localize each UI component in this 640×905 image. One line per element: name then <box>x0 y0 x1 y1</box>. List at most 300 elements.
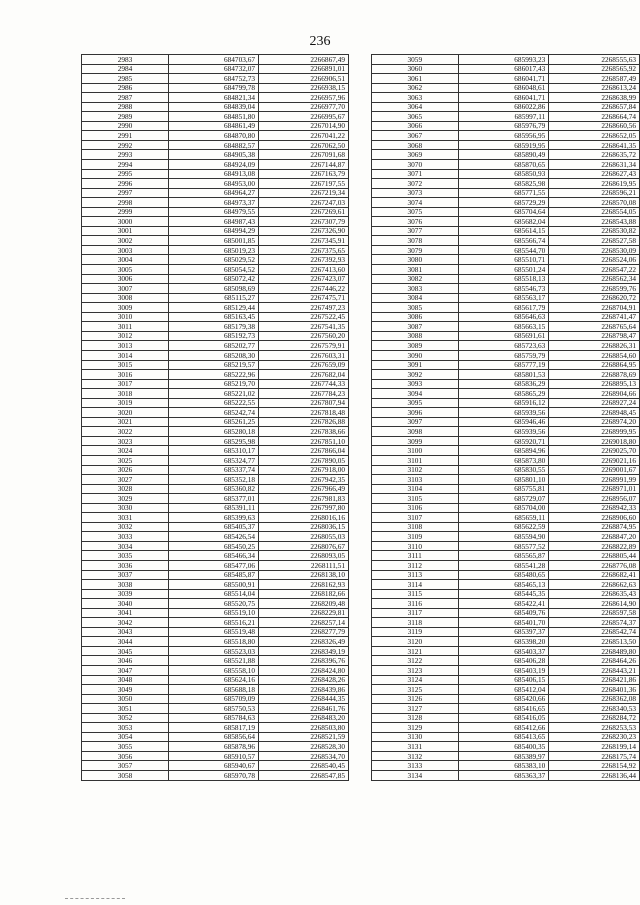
y-coordinate-cell: 2268489,80 <box>549 646 640 656</box>
y-coordinate-cell: 2268540,45 <box>259 761 349 771</box>
point-number-cell: 2984 <box>82 64 169 74</box>
point-number-cell: 2995 <box>82 169 169 179</box>
point-number-cell: 3133 <box>372 761 459 771</box>
table-row <box>82 274 349 284</box>
table-row <box>82 446 349 456</box>
table-row <box>372 656 640 666</box>
table-row <box>82 771 349 781</box>
point-number-cell: 3078 <box>372 236 459 246</box>
y-coordinate-cell: 2268631,34 <box>549 160 640 170</box>
y-coordinate-cell: 2268638,99 <box>549 93 640 103</box>
point-number-cell: 3004 <box>82 255 169 265</box>
y-coordinate-cell: 2268530,82 <box>549 226 640 236</box>
table-row <box>372 666 640 676</box>
point-number-cell: 3038 <box>82 580 169 590</box>
x-coordinate-cell: 685755,81 <box>458 484 549 494</box>
table-row <box>372 274 640 284</box>
y-coordinate-cell: 2267062,50 <box>259 140 349 150</box>
point-number-cell: 3052 <box>82 713 169 723</box>
x-coordinate-cell: 684821,34 <box>169 93 259 103</box>
x-coordinate-cell: 686022,86 <box>458 102 549 112</box>
point-number-cell: 3003 <box>82 245 169 255</box>
x-coordinate-cell: 685594,90 <box>458 532 549 542</box>
table-row <box>372 121 640 131</box>
x-coordinate-cell: 685072,42 <box>169 274 259 284</box>
table-row <box>82 102 349 112</box>
x-coordinate-cell: 685920,71 <box>458 436 549 446</box>
y-coordinate-cell: 2268547,85 <box>259 771 349 781</box>
table-row <box>82 694 349 704</box>
x-coordinate-cell: 685337,74 <box>169 465 259 475</box>
x-coordinate-cell: 685514,04 <box>169 589 259 599</box>
table-row <box>82 140 349 150</box>
table-row <box>372 245 640 255</box>
point-number-cell: 3006 <box>82 274 169 284</box>
x-coordinate-cell: 685777,19 <box>458 360 549 370</box>
y-coordinate-cell: 2268741,47 <box>549 312 640 322</box>
x-coordinate-cell: 685363,37 <box>458 771 549 781</box>
table-row <box>82 742 349 752</box>
x-coordinate-cell: 684752,73 <box>169 74 259 84</box>
table-row <box>372 494 640 504</box>
table-row <box>82 732 349 742</box>
x-coordinate-cell: 684987,43 <box>169 217 259 227</box>
point-number-cell: 3074 <box>372 198 459 208</box>
x-coordinate-cell: 685865,29 <box>458 389 549 399</box>
x-coordinate-cell: 685501,24 <box>458 265 549 275</box>
x-coordinate-cell: 685383,10 <box>458 761 549 771</box>
y-coordinate-cell: 2266957,96 <box>259 93 349 103</box>
y-coordinate-cell: 2268284,72 <box>549 713 640 723</box>
x-coordinate-cell: 685420,66 <box>458 694 549 704</box>
y-coordinate-cell: 2268798,47 <box>549 331 640 341</box>
x-coordinate-cell: 685614,15 <box>458 226 549 236</box>
x-coordinate-cell: 684861,49 <box>169 121 259 131</box>
x-coordinate-cell: 685566,74 <box>458 236 549 246</box>
point-number-cell: 3046 <box>82 656 169 666</box>
x-coordinate-cell: 685477,06 <box>169 560 259 570</box>
point-number-cell: 2989 <box>82 112 169 122</box>
table-row <box>82 217 349 227</box>
point-number-cell: 3108 <box>372 522 459 532</box>
y-coordinate-cell: 2267966,49 <box>259 484 349 494</box>
x-coordinate-cell: 685825,98 <box>458 179 549 189</box>
y-coordinate-cell: 2268652,05 <box>549 131 640 141</box>
x-coordinate-cell: 685817,19 <box>169 723 259 733</box>
y-coordinate-cell: 2268534,70 <box>259 751 349 761</box>
x-coordinate-cell: 685519,10 <box>169 608 259 618</box>
y-coordinate-cell: 2268349,19 <box>259 646 349 656</box>
table-row <box>372 446 640 456</box>
point-number-cell: 3083 <box>372 284 459 294</box>
y-coordinate-cell: 2267497,23 <box>259 303 349 313</box>
table-row <box>82 265 349 275</box>
x-coordinate-cell: 684870,80 <box>169 131 259 141</box>
x-coordinate-cell: 685729,07 <box>458 494 549 504</box>
point-number-cell: 3114 <box>372 580 459 590</box>
x-coordinate-cell: 685389,97 <box>458 751 549 761</box>
y-coordinate-cell: 2268587,49 <box>549 74 640 84</box>
y-coordinate-cell: 2268565,92 <box>549 64 640 74</box>
y-coordinate-cell: 2267541,35 <box>259 322 349 332</box>
y-coordinate-cell: 2268230,23 <box>549 732 640 742</box>
x-coordinate-cell: 685624,16 <box>169 675 259 685</box>
x-coordinate-cell: 685179,38 <box>169 322 259 332</box>
point-number-cell: 3039 <box>82 589 169 599</box>
y-coordinate-cell: 2268596,21 <box>549 188 640 198</box>
x-coordinate-cell: 685208,30 <box>169 350 259 360</box>
point-number-cell: 3090 <box>372 350 459 360</box>
table-row <box>372 236 640 246</box>
y-coordinate-cell: 2268443,21 <box>549 666 640 676</box>
table-row <box>82 370 349 380</box>
x-coordinate-cell: 684905,38 <box>169 150 259 160</box>
x-coordinate-cell: 685709,09 <box>169 694 259 704</box>
point-number-cell: 3071 <box>372 169 459 179</box>
y-coordinate-cell: 2267784,23 <box>259 389 349 399</box>
y-coordinate-cell: 2268326,49 <box>259 637 349 647</box>
x-coordinate-cell: 685544,70 <box>458 245 549 255</box>
point-number-cell: 2996 <box>82 179 169 189</box>
x-coordinate-cell: 685759,79 <box>458 350 549 360</box>
y-coordinate-cell: 2268664,74 <box>549 112 640 122</box>
point-number-cell: 3021 <box>82 417 169 427</box>
y-coordinate-cell: 2268524,06 <box>549 255 640 265</box>
y-coordinate-cell: 2268199,14 <box>549 742 640 752</box>
x-coordinate-cell: 685956,95 <box>458 131 549 141</box>
point-number-cell: 3092 <box>372 370 459 380</box>
point-number-cell: 3087 <box>372 322 459 332</box>
x-coordinate-cell: 685946,46 <box>458 417 549 427</box>
x-coordinate-cell: 685691,61 <box>458 331 549 341</box>
y-coordinate-cell: 2268016,16 <box>259 513 349 523</box>
y-coordinate-cell: 2268229,81 <box>259 608 349 618</box>
y-coordinate-cell: 2268597,58 <box>549 608 640 618</box>
point-number-cell: 3012 <box>82 331 169 341</box>
table-row <box>372 398 640 408</box>
y-coordinate-cell: 2268513,50 <box>549 637 640 647</box>
x-coordinate-cell: 685997,11 <box>458 112 549 122</box>
table-row <box>82 226 349 236</box>
y-coordinate-cell: 2268340,53 <box>549 704 640 714</box>
point-number-cell: 3007 <box>82 284 169 294</box>
table-row <box>82 503 349 513</box>
x-coordinate-cell: 684851,80 <box>169 112 259 122</box>
point-number-cell: 3127 <box>372 704 459 714</box>
y-coordinate-cell: 2268209,48 <box>259 599 349 609</box>
x-coordinate-cell: 685391,11 <box>169 503 259 513</box>
y-coordinate-cell: 2268574,37 <box>549 618 640 628</box>
x-coordinate-cell: 685219,70 <box>169 379 259 389</box>
table-row <box>82 656 349 666</box>
x-coordinate-cell: 685426,54 <box>169 532 259 542</box>
y-coordinate-cell: 2268971,01 <box>549 484 640 494</box>
point-number-cell: 3131 <box>372 742 459 752</box>
y-coordinate-cell: 2268635,43 <box>549 589 640 599</box>
y-coordinate-cell: 2268599,76 <box>549 284 640 294</box>
point-number-cell: 3098 <box>372 427 459 437</box>
y-coordinate-cell: 2268956,07 <box>549 494 640 504</box>
table-row <box>82 713 349 723</box>
point-number-cell: 3056 <box>82 751 169 761</box>
y-coordinate-cell: 2267818,48 <box>259 408 349 418</box>
table-row <box>372 55 640 65</box>
x-coordinate-cell: 685784,63 <box>169 713 259 723</box>
point-number-cell: 3036 <box>82 560 169 570</box>
table-row <box>372 599 640 609</box>
table-row <box>82 121 349 131</box>
x-coordinate-cell: 685413,65 <box>458 732 549 742</box>
table-row <box>372 131 640 141</box>
table-row <box>82 484 349 494</box>
y-coordinate-cell: 2268904,66 <box>549 389 640 399</box>
point-number-cell: 3095 <box>372 398 459 408</box>
point-number-cell: 3048 <box>82 675 169 685</box>
y-coordinate-cell: 2267307,79 <box>259 217 349 227</box>
point-number-cell: 3089 <box>372 341 459 351</box>
point-number-cell: 3031 <box>82 513 169 523</box>
x-coordinate-cell: 685450,25 <box>169 541 259 551</box>
x-coordinate-cell: 685976,79 <box>458 121 549 131</box>
x-coordinate-cell: 685663,15 <box>458 322 549 332</box>
y-coordinate-cell: 2267413,60 <box>259 265 349 275</box>
y-coordinate-cell: 2268401,36 <box>549 685 640 695</box>
table-row <box>82 150 349 160</box>
x-coordinate-cell: 685242,74 <box>169 408 259 418</box>
point-number-cell: 3111 <box>372 551 459 561</box>
table-row <box>372 102 640 112</box>
point-number-cell: 3062 <box>372 83 459 93</box>
table-row <box>372 83 640 93</box>
x-coordinate-cell: 685480,65 <box>458 570 549 580</box>
table-row <box>82 580 349 590</box>
point-number-cell: 3010 <box>82 312 169 322</box>
table-row <box>372 580 640 590</box>
point-number-cell: 3115 <box>372 589 459 599</box>
table-row <box>372 417 640 427</box>
table-row <box>82 207 349 217</box>
x-coordinate-cell: 685445,35 <box>458 589 549 599</box>
table-row <box>372 284 640 294</box>
table-row <box>82 131 349 141</box>
x-coordinate-cell: 685466,34 <box>169 551 259 561</box>
y-coordinate-cell: 2267014,90 <box>259 121 349 131</box>
point-number-cell: 2986 <box>82 83 169 93</box>
point-number-cell: 3125 <box>372 685 459 695</box>
point-number-cell: 3121 <box>372 646 459 656</box>
y-coordinate-cell: 2268662,63 <box>549 580 640 590</box>
table-row <box>82 589 349 599</box>
point-number-cell: 3029 <box>82 494 169 504</box>
y-coordinate-cell: 2268555,63 <box>549 55 640 65</box>
table-row <box>82 331 349 341</box>
point-number-cell: 2997 <box>82 188 169 198</box>
table-row <box>372 560 640 570</box>
table-row <box>82 160 349 170</box>
table-row <box>372 761 640 771</box>
x-coordinate-cell: 685403,37 <box>458 646 549 656</box>
point-number-cell: 3067 <box>372 131 459 141</box>
table-row <box>372 465 640 475</box>
x-coordinate-cell: 685771,55 <box>458 188 549 198</box>
table-row <box>82 303 349 313</box>
x-coordinate-cell: 685659,11 <box>458 513 549 523</box>
point-number-cell: 3118 <box>372 618 459 628</box>
table-row <box>82 398 349 408</box>
y-coordinate-cell: 2268765,64 <box>549 322 640 332</box>
table-row <box>82 312 349 322</box>
table-row <box>82 666 349 676</box>
table-row <box>372 64 640 74</box>
table-row <box>372 331 640 341</box>
y-coordinate-cell: 2268421,86 <box>549 675 640 685</box>
table-row <box>82 751 349 761</box>
y-coordinate-cell: 2267918,00 <box>259 465 349 475</box>
x-coordinate-cell: 685919,95 <box>458 140 549 150</box>
point-number-cell: 3096 <box>372 408 459 418</box>
point-number-cell: 3065 <box>372 112 459 122</box>
x-coordinate-cell: 685836,29 <box>458 379 549 389</box>
table-row <box>82 522 349 532</box>
point-number-cell: 3002 <box>82 236 169 246</box>
y-coordinate-cell: 2267659,09 <box>259 360 349 370</box>
y-coordinate-cell: 2266977,70 <box>259 102 349 112</box>
y-coordinate-cell: 2268528,30 <box>259 742 349 752</box>
x-coordinate-cell: 685518,13 <box>458 274 549 284</box>
table-row <box>82 704 349 714</box>
y-coordinate-cell: 2268991,99 <box>549 475 640 485</box>
table-row <box>372 484 640 494</box>
table-row <box>372 360 640 370</box>
x-coordinate-cell: 685001,85 <box>169 236 259 246</box>
x-coordinate-cell: 685422,41 <box>458 599 549 609</box>
table-row <box>372 742 640 752</box>
table-row <box>372 570 640 580</box>
point-number-cell: 3119 <box>372 627 459 637</box>
table-row <box>372 522 640 532</box>
x-coordinate-cell: 685617,79 <box>458 303 549 313</box>
y-coordinate-cell: 2267163,79 <box>259 169 349 179</box>
y-coordinate-cell: 2266906,51 <box>259 74 349 84</box>
point-number-cell: 3116 <box>372 599 459 609</box>
y-coordinate-cell: 2268503,80 <box>259 723 349 733</box>
y-coordinate-cell: 2268554,05 <box>549 207 640 217</box>
x-coordinate-cell: 685577,52 <box>458 541 549 551</box>
point-number-cell: 3025 <box>82 455 169 465</box>
table-row <box>372 608 640 618</box>
y-coordinate-cell: 2268542,74 <box>549 627 640 637</box>
point-number-cell: 3017 <box>82 379 169 389</box>
x-coordinate-cell: 685510,71 <box>458 255 549 265</box>
table-row <box>372 589 640 599</box>
table-row <box>82 551 349 561</box>
y-coordinate-cell: 2267475,71 <box>259 293 349 303</box>
x-coordinate-cell: 685098,69 <box>169 284 259 294</box>
point-number-cell: 3061 <box>372 74 459 84</box>
point-number-cell: 3122 <box>372 656 459 666</box>
table-row <box>372 503 640 513</box>
y-coordinate-cell: 2268138,10 <box>259 570 349 580</box>
x-coordinate-cell: 685873,80 <box>458 455 549 465</box>
table-row <box>372 312 640 322</box>
table-row <box>82 322 349 332</box>
x-coordinate-cell: 686041,71 <box>458 93 549 103</box>
x-coordinate-cell: 684839,04 <box>169 102 259 112</box>
page-number: 236 <box>309 34 331 49</box>
y-coordinate-cell: 2267197,55 <box>259 179 349 189</box>
y-coordinate-cell: 2268682,41 <box>549 570 640 580</box>
x-coordinate-cell: 685850,93 <box>458 169 549 179</box>
point-number-cell: 3030 <box>82 503 169 513</box>
x-coordinate-cell: 685485,87 <box>169 570 259 580</box>
x-coordinate-cell: 685405,37 <box>169 522 259 532</box>
table-row <box>82 475 349 485</box>
y-coordinate-cell: 2269018,80 <box>549 436 640 446</box>
table-row <box>82 436 349 446</box>
y-coordinate-cell: 2267345,91 <box>259 236 349 246</box>
y-coordinate-cell: 2268805,44 <box>549 551 640 561</box>
point-number-cell: 3075 <box>372 207 459 217</box>
point-number-cell: 3034 <box>82 541 169 551</box>
point-number-cell: 3106 <box>372 503 459 513</box>
point-number-cell: 2983 <box>82 55 169 65</box>
x-coordinate-cell: 685202,77 <box>169 341 259 351</box>
table-row <box>82 465 349 475</box>
x-coordinate-cell: 685163,45 <box>169 312 259 322</box>
x-coordinate-cell: 685261,25 <box>169 417 259 427</box>
point-number-cell: 3051 <box>82 704 169 714</box>
point-number-cell: 3094 <box>372 389 459 399</box>
y-coordinate-cell: 2268428,26 <box>259 675 349 685</box>
x-coordinate-cell: 685412,66 <box>458 723 549 733</box>
x-coordinate-cell: 685940,67 <box>169 761 259 771</box>
point-number-cell: 3129 <box>372 723 459 733</box>
table-row <box>372 713 640 723</box>
point-number-cell: 3063 <box>372 93 459 103</box>
y-coordinate-cell: 2268864,95 <box>549 360 640 370</box>
point-number-cell: 3045 <box>82 646 169 656</box>
table-row <box>372 771 640 781</box>
y-coordinate-cell: 2268704,91 <box>549 303 640 313</box>
point-number-cell: 3014 <box>82 350 169 360</box>
y-coordinate-cell: 2268847,20 <box>549 532 640 542</box>
table-row <box>82 455 349 465</box>
point-number-cell: 3050 <box>82 694 169 704</box>
table-row <box>372 685 640 695</box>
table-row <box>372 140 640 150</box>
point-number-cell: 3101 <box>372 455 459 465</box>
x-coordinate-cell: 685399,63 <box>169 513 259 523</box>
x-coordinate-cell: 685682,04 <box>458 217 549 227</box>
x-coordinate-cell: 685558,10 <box>169 666 259 676</box>
y-coordinate-cell: 2268055,03 <box>259 532 349 542</box>
y-coordinate-cell: 2268424,80 <box>259 666 349 676</box>
table-row <box>372 217 640 227</box>
point-number-cell: 2992 <box>82 140 169 150</box>
table-row <box>82 513 349 523</box>
table-row <box>372 627 640 637</box>
x-coordinate-cell: 685397,37 <box>458 627 549 637</box>
y-coordinate-cell: 2268614,90 <box>549 599 640 609</box>
x-coordinate-cell: 686041,71 <box>458 74 549 84</box>
y-coordinate-cell: 2267682,04 <box>259 370 349 380</box>
table-row <box>372 379 640 389</box>
x-coordinate-cell: 685890,49 <box>458 150 549 160</box>
y-coordinate-cell: 2268570,08 <box>549 198 640 208</box>
y-coordinate-cell: 2268948,45 <box>549 408 640 418</box>
point-number-cell: 3132 <box>372 751 459 761</box>
y-coordinate-cell: 2268396,76 <box>259 656 349 666</box>
